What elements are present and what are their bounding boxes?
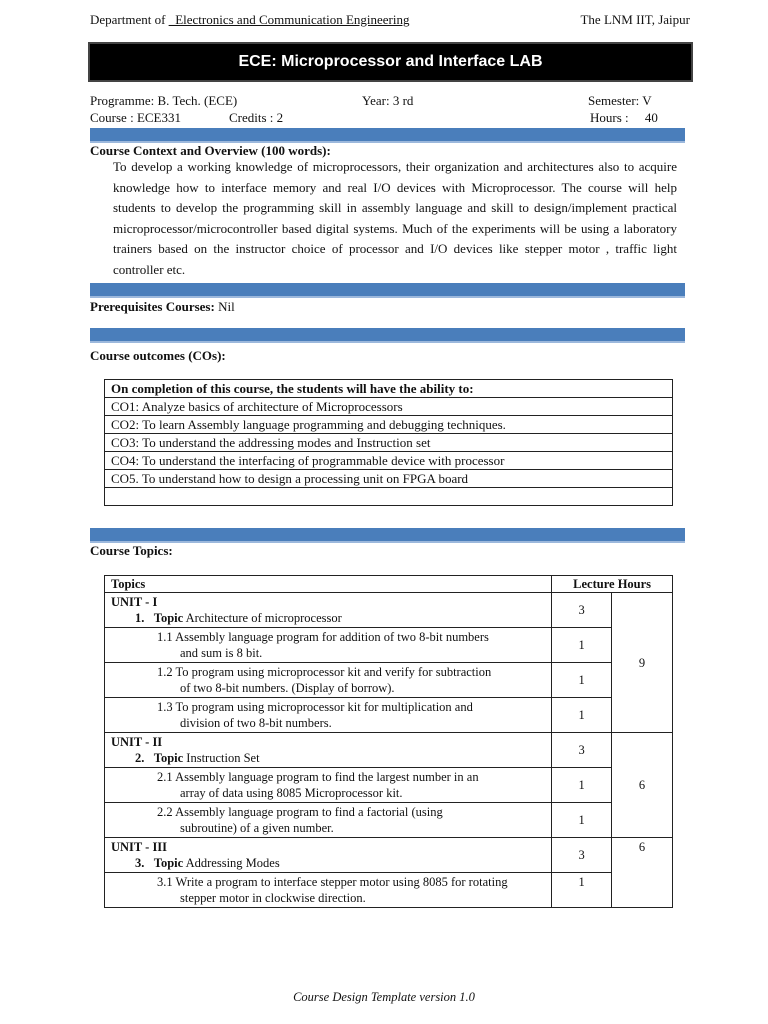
context-paragraph: To develop a working knowledge of microprocessors, their organization and architectures also to acquire knowledge how to interface memory and real I/O devices with Microprocessor. The course will help students to develop the programming skill in assembly language and skill to design/implement practical microprocessor/microcontroller based digital systems. Much of the experiments will be using a laboratory trainers based on the instructor choice of processor and I/O devices like stepper motor , traffic light controller etc. [113,159,677,277]
subtopic-hours: 1 [552,698,612,733]
department-prefix: Department of [90,12,166,27]
subtopic-line1: Assembly language program to find the largest number in an [175,770,479,784]
section-divider [90,528,685,543]
topic-name: Architecture of microprocessor [185,611,342,625]
table-row [105,628,673,663]
topic-name: Addressing Modes [185,856,280,870]
outcome-item: CO1: Analyze basics of architecture of Microprocessors [105,398,673,416]
unit-cell [105,733,552,768]
credits: Credits : 2 [229,110,284,125]
topic-name: Instruction Set [186,751,260,765]
unit-title: UNIT - III [111,840,168,854]
topic-word: Topic [153,856,184,870]
topic-word: Topic [153,611,184,625]
subtopic-line2: and sum is 8 bit. [180,646,263,660]
subtopic-number: 1.2 [157,665,173,679]
outcome-item: CO2: To learn Assembly language programming and debugging techniques. [105,416,673,434]
outcome-item: CO4: To understand the interfacing of programmable device with processor [105,452,673,470]
table-row [105,803,673,838]
topic-line [111,750,545,766]
unit-cell [105,593,552,628]
prerequisites-heading: Prerequisites Courses: [90,299,215,314]
subtopic-cell [105,768,552,803]
subtopic-hours: 1 [552,768,612,803]
department-name: _Electronics and Communication Engineering [168,12,410,27]
subtopic-line2: of two 8-bit numbers. (Display of borrow). [180,681,395,695]
table-row [105,698,673,733]
table-row [105,768,673,803]
col-lecture-hours: Lecture Hours [552,576,673,593]
topic-hours: 3 [552,838,612,873]
year: Year: 3 rd [362,93,414,108]
subtopic-number: 2.1 [157,770,173,784]
col-topics: Topics [105,576,552,593]
subtopic-line2: array of data using 8085 Microprocessor kit. [180,786,403,800]
subtopic-line1: Assembly language program to find a factorial (using [175,805,443,819]
subtopic-number: 1.3 [157,700,173,714]
table-row [105,663,673,698]
outcome-item: CO5. To understand how to design a processing unit on FPGA board [105,470,673,488]
table-row [105,873,673,908]
subtopic-line1: Write a program to interface stepper motor using 8085 for rotating [175,875,508,889]
subtopic-number: 1.1 [157,630,173,644]
subtopic-cell [105,628,552,663]
outcomes-table-header: On completion of this course, the students will have the ability to: [105,380,673,398]
semester: Semester: V [588,93,652,108]
subtopic-hours: 1 [552,628,612,663]
table-row [105,838,673,873]
subtopic-line1: Assembly language program for addition of two 8-bit numbers [175,630,489,644]
table-row [105,733,673,768]
footer-text: Course Design Template version 1.0 [293,990,475,1004]
table-header-row [105,576,673,593]
subtopic-cell [105,663,552,698]
subtopic-line2: stepper motor in clockwise direction. [180,891,366,905]
page-title: ECE: Microprocessor and Interface LAB [88,42,693,82]
unit-title: UNIT - I [111,595,158,609]
topics-table [104,575,673,908]
topics-heading: Course Topics: [90,543,173,558]
unit-title: UNIT - II [111,735,163,749]
outcomes-heading: Course outcomes (COs): [90,348,226,363]
subtopic-cell [105,873,552,908]
unit-total-hours: 6 [612,733,673,838]
outcome-item [105,488,673,506]
topic-number: 2. [135,751,145,765]
topic-line [111,855,545,871]
context-heading: Course Context and Overview (100 words): [90,143,331,158]
subtopic-cell [105,803,552,838]
subtopic-number: 2.2 [157,805,173,819]
section-divider [90,283,685,298]
prerequisites-line [90,299,235,315]
topic-word: Topic [153,751,184,765]
subtopic-hours: 1 [552,803,612,838]
subtopic-cell [105,698,552,733]
course-code: Course : ECE331 [90,110,181,125]
subtopic-number: 3.1 [157,875,173,889]
topic-number: 3. [135,856,145,870]
subtopic-line1: To program using microprocessor kit and verify for subtraction [175,665,492,679]
topic-number: 1. [135,611,145,625]
table-row [105,593,673,628]
outcome-item: CO3: To understand the addressing modes and Instruction set [105,434,673,452]
topic-line [111,610,545,626]
subtopic-line2: division of two 8-bit numbers. [180,716,332,730]
section-divider [90,128,685,143]
section-divider [90,328,685,343]
topic-hours: 3 [552,733,612,768]
prerequisites-value: Nil [218,299,235,314]
unit-total-hours: 9 [612,593,673,733]
institute-name: The LNM IIT, Jaipur [580,12,690,27]
programme: Programme: B. Tech. (ECE) [90,93,238,108]
subtopic-line1: To program using microprocessor kit for multiplication and [175,700,473,714]
topic-hours: 3 [552,593,612,628]
outcomes-table [104,379,673,506]
unit-total-hours: 6 [612,838,673,908]
subtopic-line2: subroutine) of a given number. [180,821,334,835]
unit-cell [105,838,552,873]
subtopic-hours: 1 [552,663,612,698]
hours: Hours : 40 [590,110,658,125]
subtopic-hours: 1 [552,873,612,908]
department-line [90,12,410,28]
